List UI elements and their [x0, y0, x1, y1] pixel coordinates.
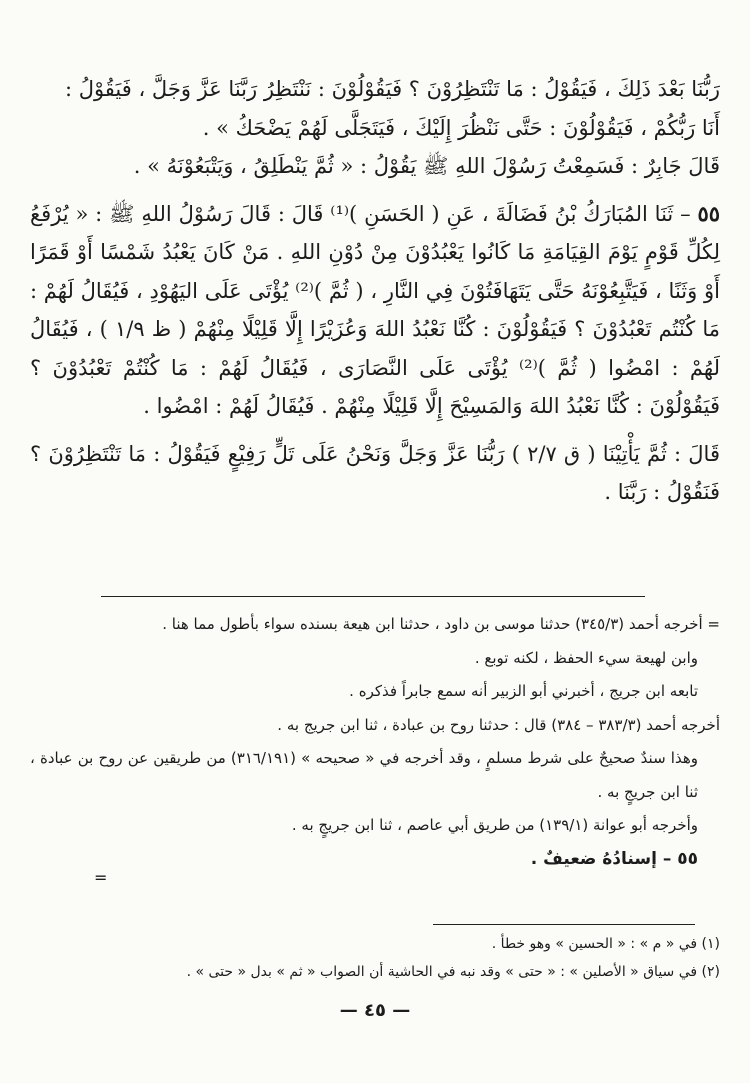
paragraph-final: قَالَ : ثُمَّ يَأْتِيْنَا ( ق ٢/٧ ) رَبُّنَا عَزَّ وَجَلَّ وَنَحْنُ عَلَى تَلٍّ رَفِيْعٍ فَيَقُوْلُ : مَا تَنْتَظِرُوْنَ ؟ فَنَقُوْلُ : رَبَّنَا .	[30, 441, 720, 504]
hadith-number: ٥٥	[697, 200, 720, 226]
main-text	[30, 70, 720, 512]
paragraph-jabir: قَالَ جَابِرٌ : فَسَمِعْتُ رَسُوْلَ اللهِ ﷺ يَقُوْلُ : « ثُمَّ يَنْطَلِقُ ، وَيَتْبَعُوْنَهُ » .	[133, 154, 720, 178]
note-line: أخرجه أحمد (٣٨٣/٣ – ٣٨٤) قال : حدثنا روح بن عبادة ، ثنا ابن جريج به .	[277, 715, 720, 734]
notes-divider	[101, 596, 645, 597]
footnotes	[30, 930, 720, 986]
paragraph-continuation-line2: أَنَا رَبُّكُمْ ، فَيَقُوْلُوْنَ : حَتَّى نَنْظُرَ إِلَيْكَ ، فَيَتَجَلَّى لَهُمْ يَضْحَكُ » .	[202, 115, 720, 140]
hadith-55-text: – ثَنَا المُبَارَكُ بْنُ فَضَالَةَ ، عَنِ ( الحَسَنِ )⁽¹⁾ قَالَ : قَالَ رَسُوْلُ اللهِ ﷺ : « يُرْفَعُ لِكُلِّ قَوْمٍ يَوْمَ القِيَامَةِ مَا كَانُوا يَعْبُدُوْنَ مِنْ دُوْنِ اللهِ . مَنْ كَانَ يَعْبُدُ شَمْسًا أَوْ قَمَرًا أَوْ وَثَنًا ، فَيَتَّبِعُوْنَهُ حَتَّى يَتَهَافَتُوْنَ فِي النَّارِ ، ( ثُمَّ )⁽²⁾ يُؤْتَى عَلَى اليَهُوْدِ ، فَيُقَالُ لَهُمْ : مَا كُنْتُم تَعْبُدُوْنَ ؟ فَيَقُوْلُوْنَ : كُنَّا نَعْبُدُ اللهَ وَعُزَيْرًا إِلَّا قَلِيْلًا مِنْهُمْ ( ظ ١/٩ ) ، فَيُقَالُ لَهُمْ : امْضُوا ( ثُمَّ )⁽²⁾ يُؤْتَى عَلَى النَّصَارَى ، فَيُقَالُ لَهُمْ : مَا كُنْتُمْ تَعْبُدُوْنَ ؟ فَيَقُوْلُوْنَ : كُنَّا نَعْبُدُ اللهَ وَالمَسِيْحَ إِلَّا قَلِيْلًا مِنْهُمْ . فَيُقَالُ لَهُمْ : امْضُوا .	[30, 201, 720, 418]
continuation-mark: =	[94, 868, 108, 887]
takhrij-notes	[30, 608, 720, 876]
note-line: وابن لهيعة سيء الحفظ ، لكنه توبع .	[474, 648, 698, 667]
page-number: — ٤٥ —	[339, 1000, 411, 1021]
note-line: وأخرجه أبو عوانة (١٣٩/١) من طريق أبي عاصم ، ثنا ابن جريجٍ به .	[291, 816, 698, 834]
footnotes-divider	[433, 924, 695, 925]
note-line: تابعه ابن جريج ، أخبرني أبو الزبير أنه سمع جابراً فذكره .	[349, 682, 698, 700]
note-line: = أخرجه أحمد (٣٤٥/٣) حدثنا موسى بن داود ، حدثنا ابن هيعة بسنده سواء بأطول مما هنا .	[162, 615, 720, 633]
hadith-55-paragraph	[30, 195, 720, 426]
footnote-2: (٢) في سياق « الأصلين » : « حتى » وقد نبه في الحاشية أن الصواب « ثم » بدل « حتى » .	[186, 964, 720, 980]
note-heading-55: ٥٥ – إسنادُهُ ضعيفٌ .	[530, 848, 698, 869]
note-line: وهذا سندٌ صحيحٌ على شرط مسلمٍ ، وقد أخرجه في « صحيحه » (٣١٦/١٩١) من طريقين عن روح بن عبادة ، ثنا ابن جريجٍ به .	[30, 749, 698, 801]
footnote-1: (١) في « م » : « الحسين » وهو خطأ .	[491, 936, 720, 952]
paragraph-continuation-line1: رَبُّنَا بَعْدَ ذَلِكَ ، فَيَقُوْلُ : مَا تَنْتَظِرُوْنَ ؟ فَيَقُوْلُوْنَ : نَنْتَظِرُ رَبَّنَا عَزَّ وَجَلَّ ، فَيَقُوْلُ :	[64, 77, 720, 101]
